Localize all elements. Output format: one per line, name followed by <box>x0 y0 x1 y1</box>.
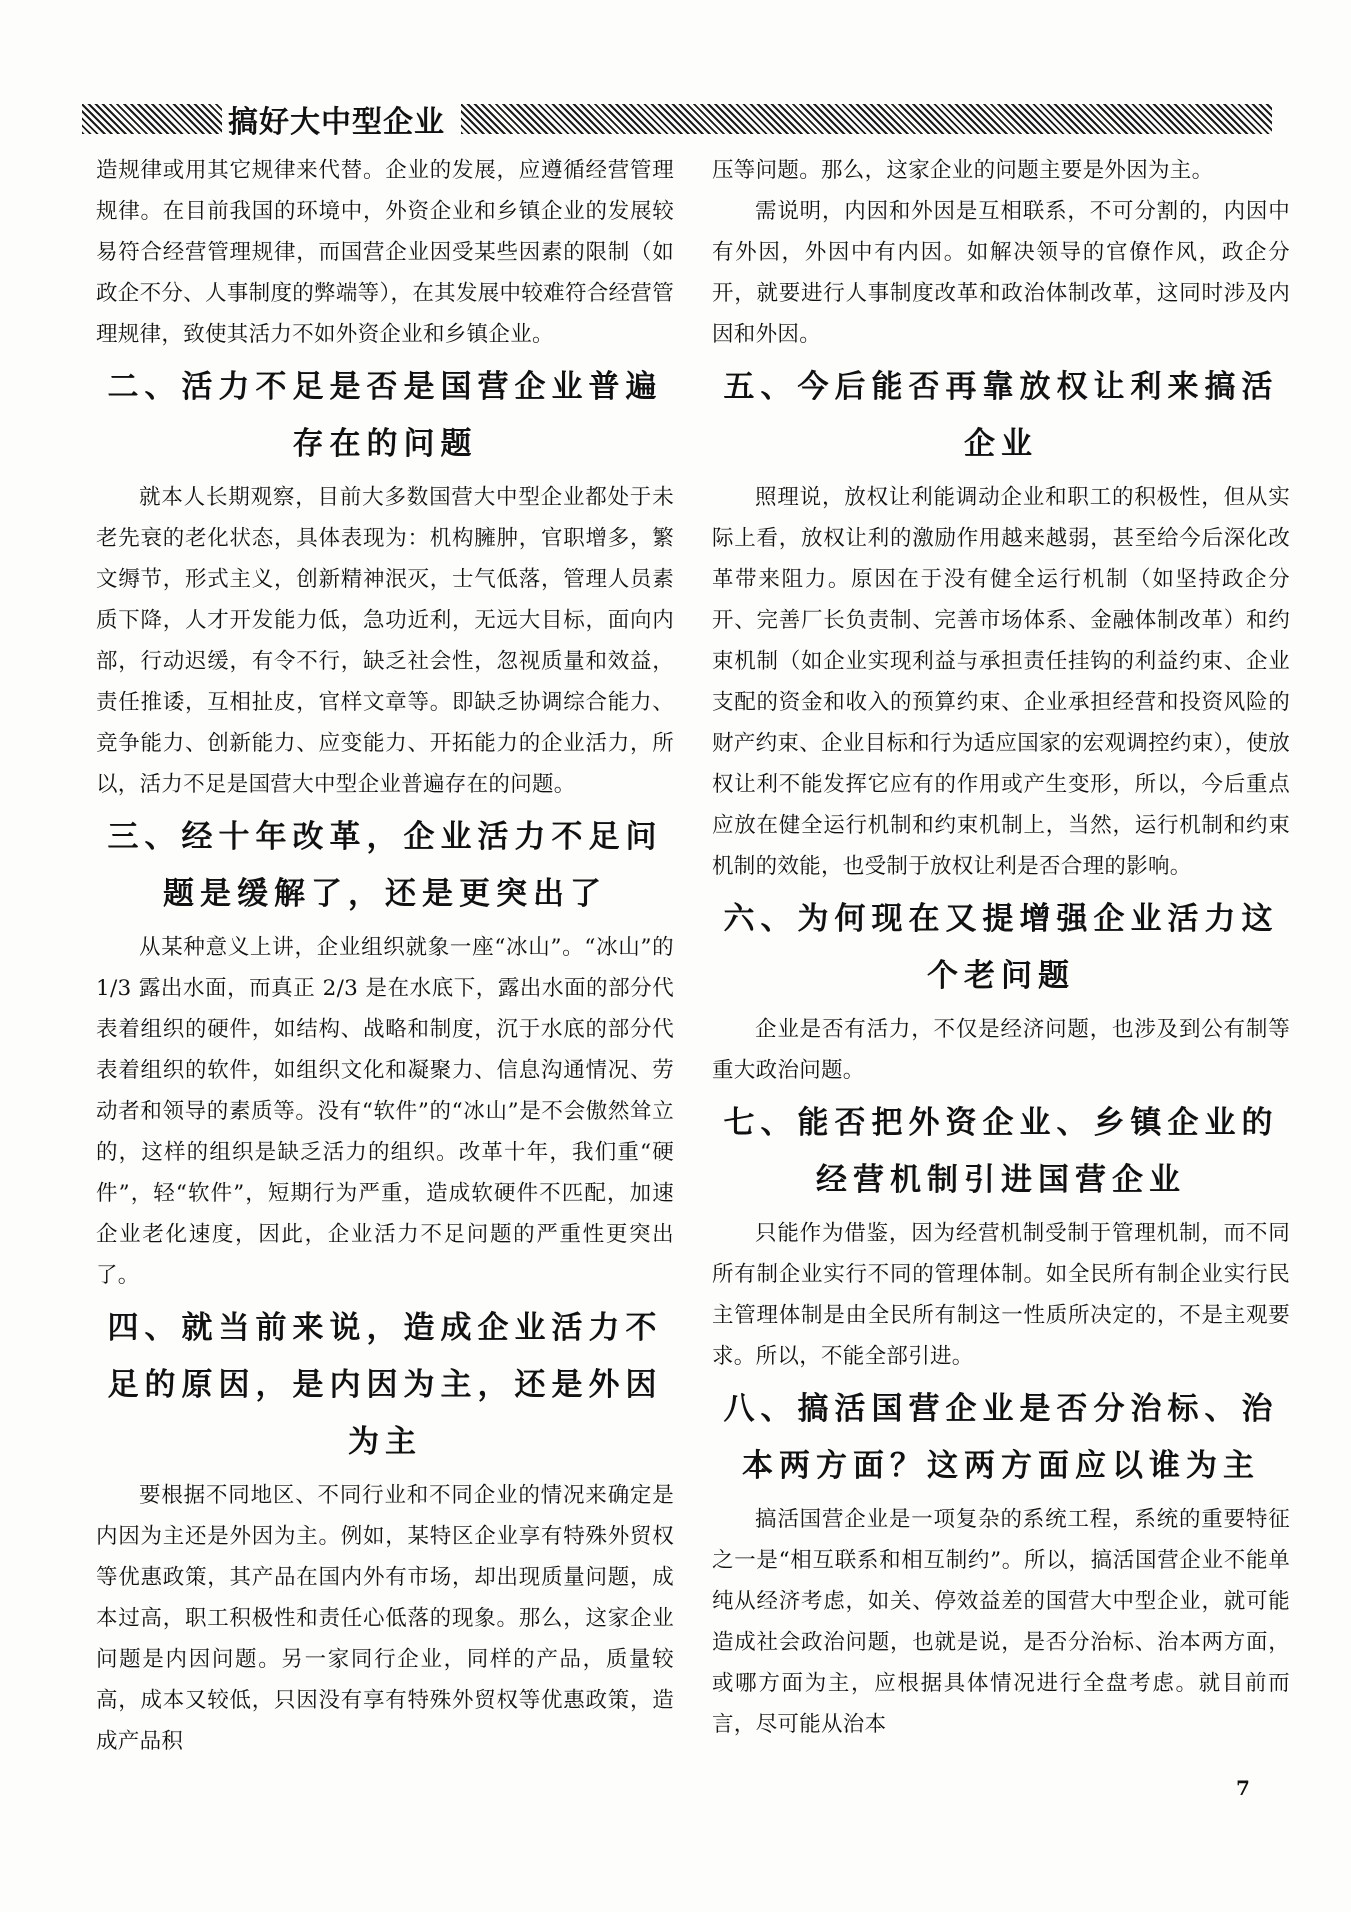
running-header <box>82 96 1272 142</box>
paragraph: 只能作为借鉴，因为经营机制受制于管理机制，而不同所有制企业实行不同的管理体制。如全民所有制企业实行民主管理体制是由全民所有制这一性质所决定的，不是主观要求。所以，不能全部引进。 <box>712 1221 1290 1369</box>
page-number: 7 <box>1236 1776 1250 1800</box>
paragraph: 压等问题。那么，这家企业的问题主要是外因为主。 <box>712 158 1214 183</box>
paragraph: 企业是否有活力，不仅是经济问题，也涉及到公有制等重大政治问题。 <box>712 1017 1290 1083</box>
paragraph: 造规律或用其它规律来代替。企业的发展，应遵循经营管理规律。在目前我国的环境中，外资企业和乡镇企业的发展较易符合经营管理规律，而国营企业因受某些因素的限制（如政企不分、人事制度的弊端等），在其发展中较难符合经营管理规律，致使其活力不如外资企业和乡镇企业。 <box>96 158 674 347</box>
header-hatch-left <box>82 104 222 134</box>
paragraph: 就本人长期观察，目前大多数国营大中型企业都处于未老先衰的老化状态，具体表现为：机构臃肿，官职增多，繁文缛节，形式主义，创新精神泯灭，士气低落，管理人员素质下降，人才开发能力低，急功近利，无远大目标，面向内部，行动迟缓，有令不行，缺乏社会性，忽视质量和效益，责任推诿，互相扯皮，官样文章等。即缺乏协调综合能力、竞争能力、创新能力、应变能力、开拓能力的企业活力，所以，活力不足是国营大中型企业普遍存在的问题。 <box>96 485 674 797</box>
left-column <box>96 150 674 1762</box>
paragraph: 要根据不同地区、不同行业和不同企业的情况来确定是内因为主还是外因为主。例如，某特区企业享有特殊外贸权等优惠政策，其产品在国内外有市场，却出现质量问题，成本过高，职工积极性和责任心低落的现象。那么，这家企业问题是内因问题。另一家同行企业，同样的产品，质量较高，成本又较低，只因没有享有特殊外贸权等优惠政策，造成产品积 <box>96 1483 674 1754</box>
section-heading-6: 六、为何现在又提增强企业活力这个老问题 <box>723 901 1279 994</box>
paragraph: 照理说，放权让利能调动企业和职工的积极性，但从实际上看，放权让利的激励作用越来越弱，甚至给今后深化改革带来阻力。原因在于没有健全运行机制（如坚持政企分开、完善厂长负责制、完善市场体系、金融体制改革）和约束机制（如企业实现利益与承担责任挂钩的利益约束、企业支配的资金和收入的预算约束、企业承担经营和投资风险的财产约束、企业目标和行为适应国家的宏观调控约束），使放权让利不能发挥它应有的作用或产生变形，所以，今后重点应放在健全运行机制和约束机制上，当然，运行机制和约束机制的效能，也受制于放权让利是否合理的影响。 <box>712 485 1290 879</box>
paragraph: 需说明，内因和外因是互相联系，不可分割的，内因中有外因，外因中有内因。如解决领导的官僚作风，政企分开，就要进行人事制度改革和政治体制改革，这同时涉及内因和外因。 <box>712 199 1290 347</box>
section-heading-3: 三、经十年改革，企业活力不足问题是缓解了，还是更突出了 <box>107 819 663 912</box>
section-heading-2: 二、活力不足是否是国营企业普遍存在的问题 <box>107 369 663 462</box>
right-column <box>712 150 1290 1745</box>
section-heading-7: 七、能否把外资企业、乡镇企业的经营机制引进国营企业 <box>723 1105 1279 1198</box>
section-heading-8: 八、搞活国营企业是否分治标、治本两方面？这两方面应以谁为主 <box>723 1391 1279 1484</box>
header-hatch-right <box>461 104 1272 134</box>
paragraph: 从某种意义上讲，企业组织就象一座“冰山”。“冰山”的 1/3 露出水面，而真正 2/3 是在水底下，露出水面的部分代表着组织的硬件，如结构、战略和制度，沉于水底的部分代表着组织的软件，如组织文化和凝聚力、信息沟通情况、劳动者和领导的素质等。没有“软件”的“冰山”是不会傲然耸立的，这样的组织是缺乏活力的组织。改革十年，我们重“硬件”，轻“软件”，短期行为严重，造成软硬件不匹配，加速企业老化速度，因此，企业活力不足问题的严重性更突出了。 <box>96 935 674 1288</box>
section-heading-5: 五、今后能否再靠放权让利来搞活企业 <box>723 369 1279 462</box>
running-title: 搞好大中型企业 <box>228 105 445 140</box>
paragraph: 搞活国营企业是一项复杂的系统工程，系统的重要特征之一是“相互联系和相互制约”。所以，搞活国营企业不能单纯从经济考虑，如关、停效益差的国营大中型企业，就可能造成社会政治问题，也就是说，是否分治标、治本两方面，或哪方面为主，应根据具体情况进行全盘考虑。就目前而言，尽可能从治本 <box>712 1507 1290 1737</box>
section-heading-4: 四、就当前来说，造成企业活力不足的原因，是内因为主，还是外因为主 <box>107 1310 663 1460</box>
